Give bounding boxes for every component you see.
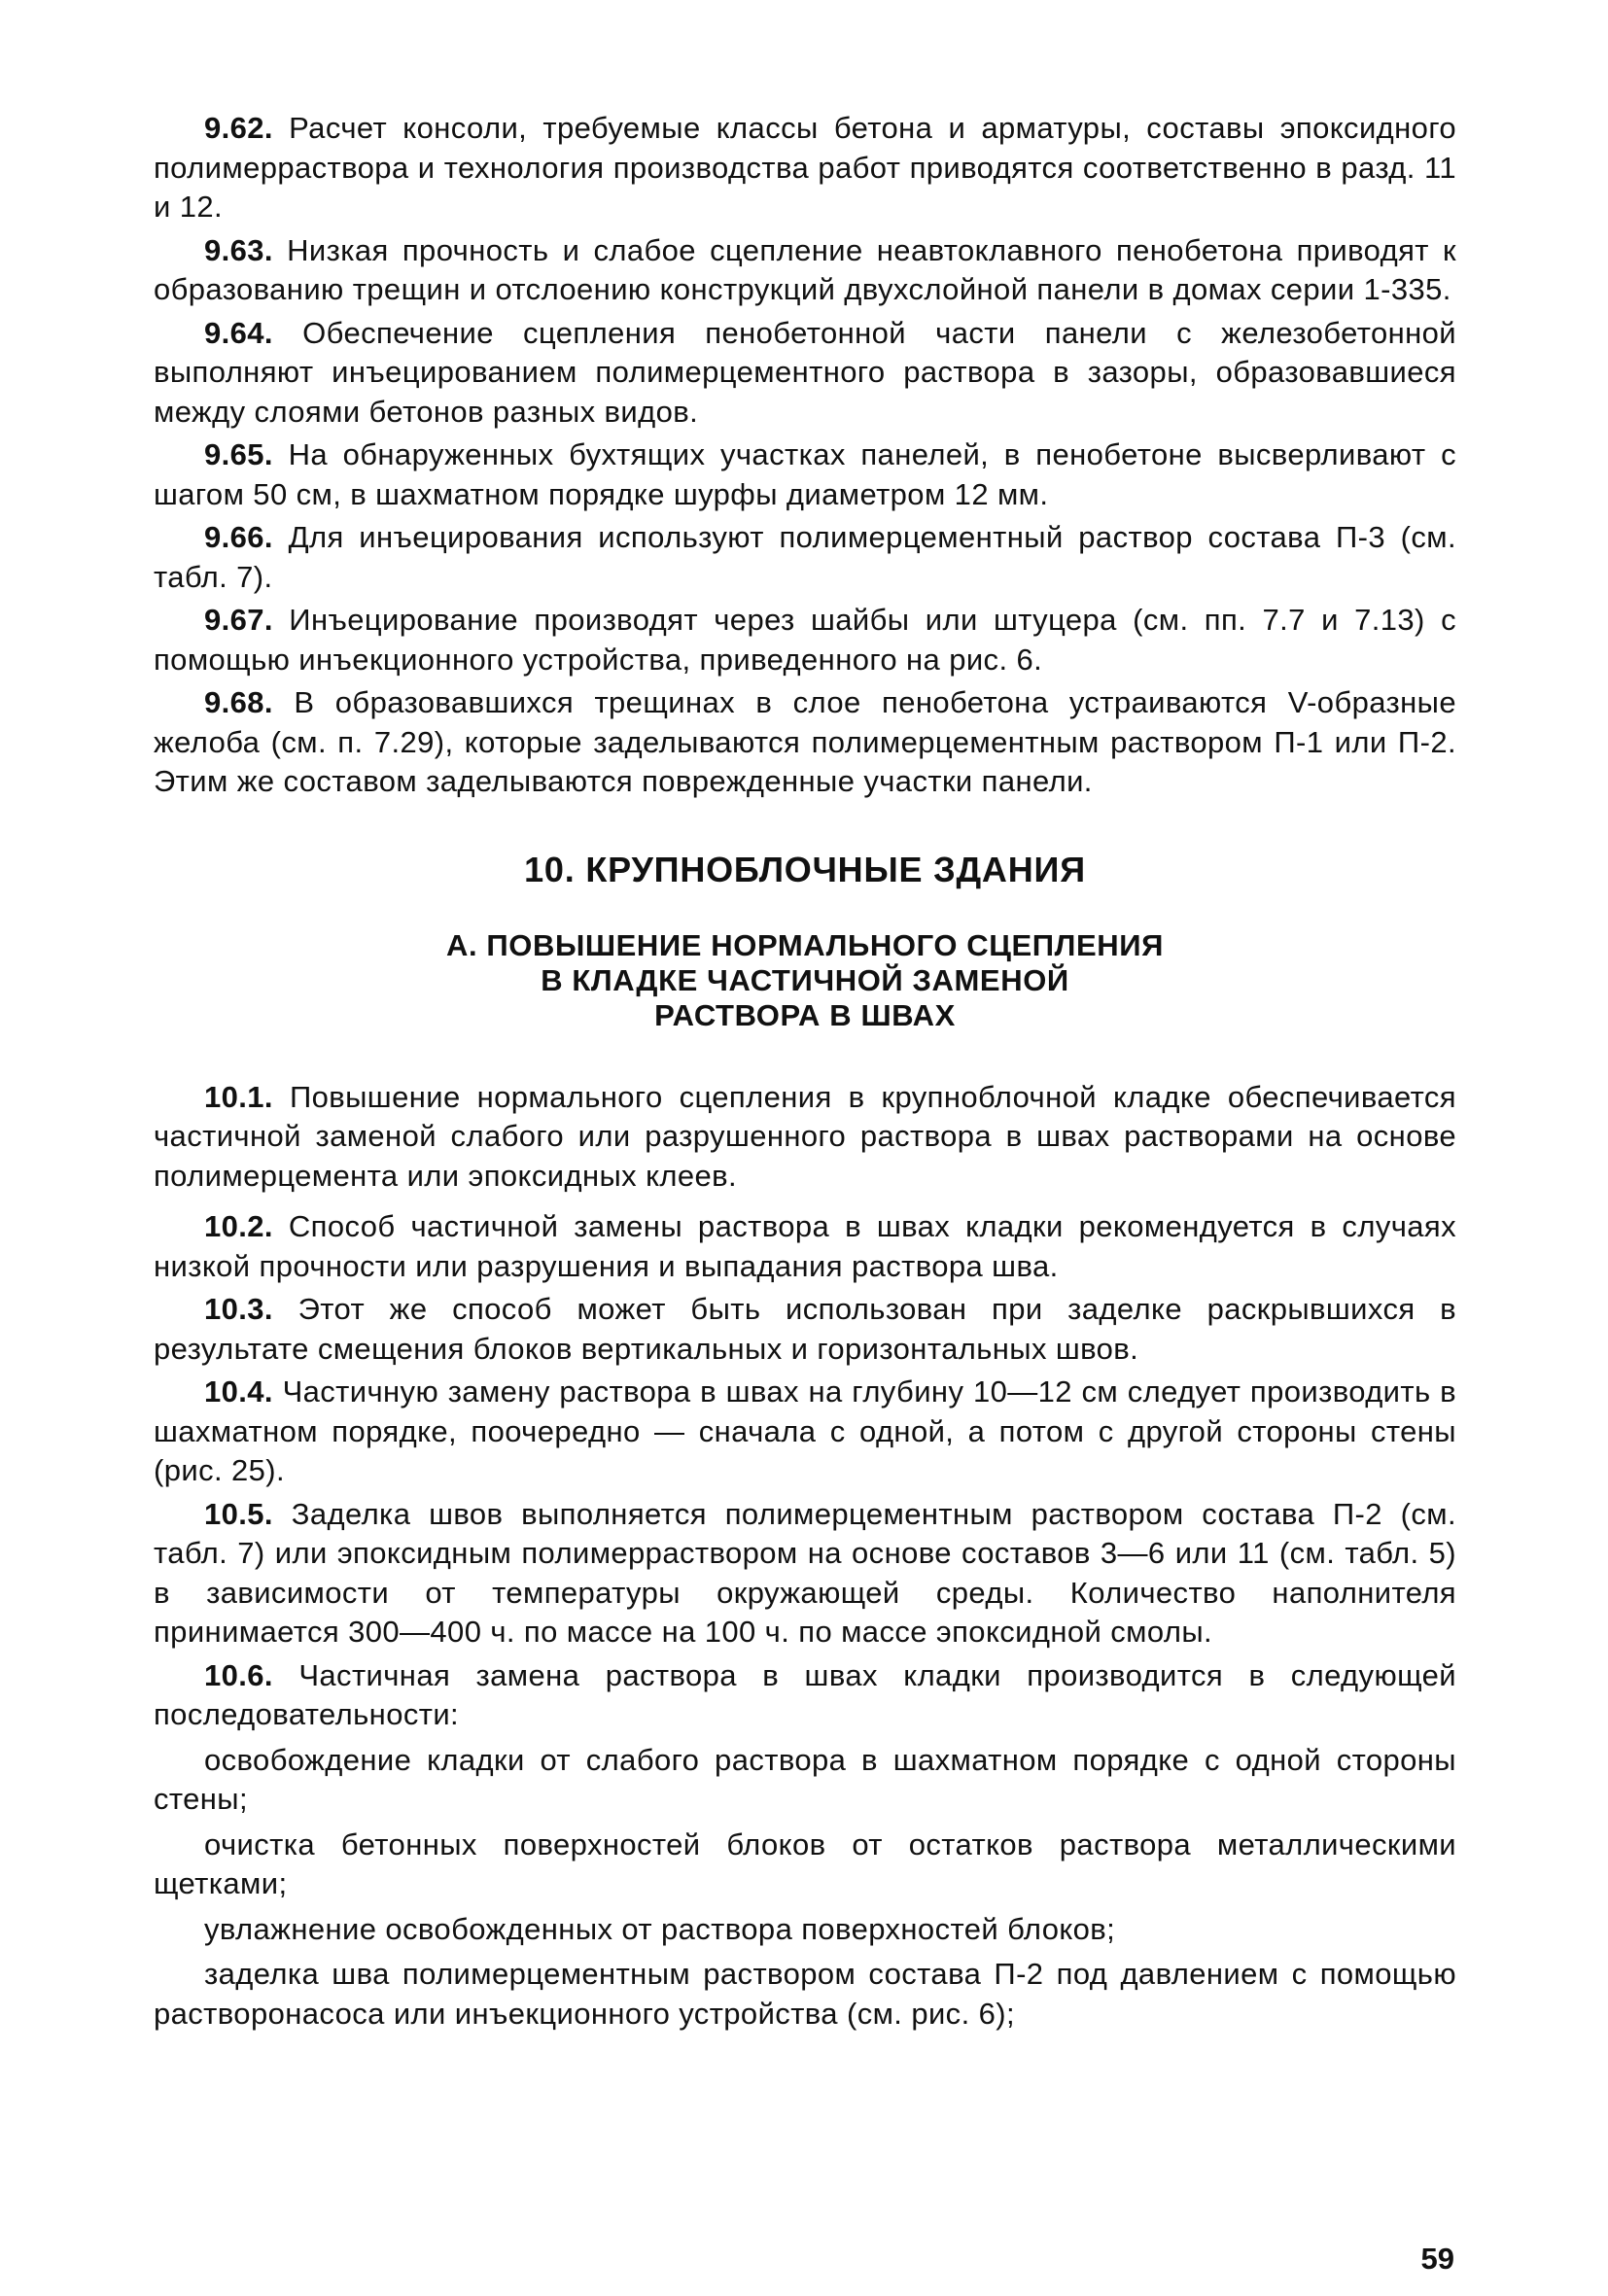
subsection-title-line: РАСТВОРА В ШВАХ	[654, 997, 956, 1032]
paragraph-9-62	[154, 109, 1456, 227]
subsection-title-line: А. ПОВЫШЕНИЕ НОРМАЛЬНОГО СЦЕПЛЕНИЯ	[445, 927, 1165, 962]
list-item: очистка бетонных поверхностей блоков от остатков раствора металлическими щетками;	[154, 1826, 1456, 1900]
page-number: 59	[1420, 2242, 1454, 2276]
paragraph-number: 10.2.	[204, 1209, 273, 1243]
paragraph-number: 9.62.	[204, 111, 273, 145]
paragraph-number: 10.1.	[204, 1079, 273, 1114]
paragraph-text: Обеспечение сцепления пенобетонной части панели с железобетонной выполняют инъецированием полимерцементного раствора в зазоры, образовавшиеся между слоями бетонов разных видов.	[154, 315, 1456, 429]
paragraph-9-65	[154, 435, 1456, 514]
paragraph-number: 9.65.	[204, 437, 273, 471]
paragraph-10-1	[154, 1078, 1456, 1197]
paragraph-number: 10.4.	[204, 1374, 273, 1409]
paragraph-number: 10.3.	[204, 1292, 273, 1326]
paragraph-text: Способ частичной замены раствора в швах кладки рекомендуется в случаях низкой прочности или разрушения и выпадания раствора шва.	[154, 1209, 1456, 1283]
paragraph-10-4	[154, 1373, 1456, 1491]
paragraph-text: Частичную замену раствора в швах на глубину 10—12 см следует производить в шахматном порядке, поочередно — сначала с одной, а потом с другой стороны стены (рис. 25).	[154, 1374, 1457, 1487]
paragraph-number: 9.66.	[204, 520, 273, 554]
paragraph-number: 10.5.	[204, 1496, 273, 1531]
paragraph-text: Для инъецирования используют полимерцементный раствор состава П-3 (см. табл. 7).	[154, 520, 1456, 594]
paragraph-number: 9.64.	[204, 315, 273, 350]
paragraph-text: На обнаруженных бухтящих участках панелей, в пенобетоне высверливают с шагом 50 см, в шахматном порядке шурфы диаметром 12 мм.	[154, 437, 1456, 511]
paragraph-10-3	[154, 1290, 1456, 1369]
paragraph-text: Этот же способ может быть использован при заделке раскрывшихся в результате смещения блоков вертикальных и горизонтальных швов.	[154, 1292, 1457, 1366]
subsection-title	[154, 928, 1456, 1033]
paragraph-text: В образовавшихся трещинах в слое пенобетона устраиваются V-образные желоба (см. п. 7.29), которые заделываются полимерцементным раствором П-1 или П-2. Этим же составом заделываются поврежденные участки панели.	[154, 685, 1456, 798]
paragraph-text: Повышение нормального сцепления в крупноблочной кладке обеспечивается частичной заменой слабого или разрушенного раствора в швах растворами на основе полимерцемента или эпоксидных клеев.	[154, 1079, 1456, 1193]
list-item: заделка шва полимерцементным раствором состава П-2 под давлением с помощью растворонасоса или инъекционного устройства (см. рис. 6);	[154, 1957, 1456, 2031]
list-item: увлажнение освобожденных от раствора поверхностей блоков;	[204, 1911, 1116, 1946]
paragraph-9-68	[154, 683, 1456, 802]
list-item: освобождение кладки от слабого раствора в шахматном порядке с одной стороны стены;	[154, 1742, 1456, 1816]
paragraph-text: Частичная замена раствора в швах кладки производится в следующей последовательности:	[154, 1657, 1457, 1731]
paragraph-10-6	[154, 1656, 1456, 1735]
paragraph-number: 9.67.	[204, 603, 273, 637]
paragraph-number: 10.6.	[204, 1657, 273, 1692]
paragraph-text: Низкая прочность и слабое сцепление неавтоклавного пенобетона приводят к образованию трещин и отслоению конструкций двухслойной панели в домах серии 1-335.	[154, 232, 1456, 306]
paragraph-9-67	[154, 601, 1456, 679]
text-column	[154, 109, 1456, 2037]
paragraph-text: Инъецирование производят через шайбы или штуцера (см. пп. 7.7 и 7.13) с помощью инъекционного устройства, приведенного на рис. 6.	[154, 603, 1456, 677]
paragraph-10-5	[154, 1495, 1456, 1652]
paragraph-number: 9.63.	[204, 232, 273, 267]
subsection-title-line: В КЛАДКЕ ЧАСТИЧНОЙ ЗАМЕНОЙ	[541, 962, 1069, 997]
paragraph-text: Расчет консоли, требуемые классы бетона и арматуры, составы эпоксидного полимерраствора и технология производства работ приводятся соответственно в разд. 11 и 12.	[154, 111, 1456, 224]
paragraph-10-2	[154, 1207, 1456, 1286]
paragraph-9-64	[154, 314, 1456, 433]
paragraph-9-63	[154, 231, 1456, 310]
section-title: 10. КРУПНОБЛОЧНЫЕ ЗДАНИЯ	[524, 849, 1086, 889]
paragraph-text: Заделка швов выполняется полимерцементным раствором состава П-2 (см. табл. 7) или эпоксидным полимерраствором на основе составов 3—6 или 11 (см. табл. 5) в зависимости от температуры окружающей среды. Количество наполнителя принимается 300—400 ч. по массе на 100 ч. по массе эпоксидной смолы.	[154, 1496, 1457, 1649]
paragraph-9-66	[154, 518, 1456, 597]
paragraph-number: 9.68.	[204, 685, 273, 719]
